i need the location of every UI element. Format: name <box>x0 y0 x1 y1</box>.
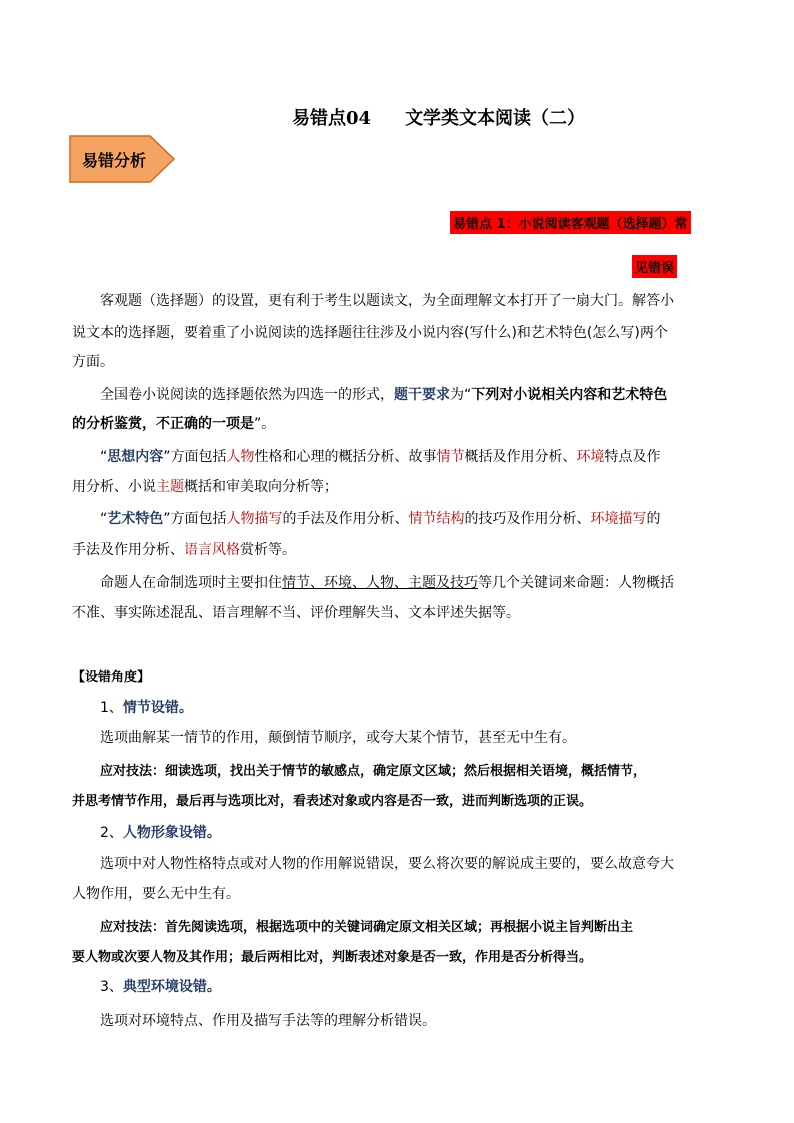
item-3-heading <box>100 976 221 996</box>
p4-text-j: 手法及作用分析、 <box>72 542 184 558</box>
intro-line-3: 方面。 <box>72 354 114 370</box>
p4-text-l: 赏析等。 <box>240 542 296 558</box>
p2-question-2: 的分析鉴赏，不正确的一项是 <box>72 416 254 432</box>
p3-text-c: ”方面包括 <box>163 449 227 465</box>
p3-text-a: “ <box>100 449 108 465</box>
point-banner-line1: 易错点 1：小说阅读客观题（选择题）常 <box>450 211 691 234</box>
item-2-heading <box>100 822 221 842</box>
intro-line-1: 客观题（选择题）的设置，更有利于考生以题读文，为全面理解文本打开了一扇大门。解答小 <box>100 293 674 309</box>
item-2-desc-line-2: 人物作用，要么无中生有。 <box>72 886 240 902</box>
p4-text-a: “ <box>100 511 108 527</box>
page-title <box>292 104 585 130</box>
p3-red-1: 人物 <box>226 449 255 465</box>
p3-text-j: 用分析、小说 <box>72 479 156 495</box>
p4-red-1: 人物描写 <box>226 511 283 527</box>
p3-line-2 <box>72 476 338 496</box>
p2-line-1 <box>100 384 667 404</box>
p5-text-a: 命题人在命制选项时主要扣住 <box>100 575 282 591</box>
p4-text-i: 的 <box>646 511 661 527</box>
p3-text-e: 性格和心理的概括分析、故事 <box>254 449 437 465</box>
title-main: 文学类文本阅读（二） <box>405 108 586 129</box>
item-1-strategy-line-1: 应对技法：细读选项，找出关于情节的敏感点，确定原文区域；然后根据相关语境，概括情节， <box>100 764 647 779</box>
item-2-desc-line-1: 选项中对人物性格特点或对人物的作用解说错误，要么将次要的解说成主要的，要么故意夸大 <box>100 856 674 872</box>
p5-keywords: 情节、环境、人物、主题及技巧 <box>282 575 478 591</box>
p2-text-a: 全国卷小说阅读的选择题依然为四选一的形式， <box>100 387 394 403</box>
title-prefix: 易错点04 <box>292 108 372 129</box>
p5-line-2: 不准、事实陈述混乱、语言理解不当、评价理解失当、文本评述失据等。 <box>72 605 520 621</box>
p2-line-2 <box>72 413 275 433</box>
p3-red-2: 情节 <box>436 449 465 465</box>
item-2-num: 2、 <box>100 825 123 841</box>
p4-text-c: ”方面包括 <box>163 511 227 527</box>
item-3-num: 3、 <box>100 979 123 995</box>
p3-keyword: 思想内容 <box>107 449 164 465</box>
p4-text-g: 的技巧及作用分析、 <box>464 511 591 527</box>
p4-red-2: 情节结构 <box>408 511 465 527</box>
p2-text-c: 为“ <box>450 387 472 403</box>
p4-line-2 <box>72 539 296 559</box>
p2-question-1: 下列对小说相关内容和艺术特色 <box>471 387 668 403</box>
item-2-title: 人物形象设错。 <box>122 825 221 841</box>
item-3-title: 典型环境设错。 <box>122 979 221 995</box>
p3-text-i: 特点及作 <box>604 449 661 465</box>
item-1-title: 情节设错。 <box>122 700 193 716</box>
p3-red-3: 环境 <box>576 449 605 465</box>
section-badge <box>68 134 176 184</box>
p4-red-3: 环境描写 <box>590 511 647 527</box>
item-1-num: 1、 <box>100 700 123 716</box>
p3-red-4: 主题 <box>156 479 184 495</box>
section-heading: 【设错角度】 <box>72 670 151 685</box>
p4-keyword: 艺术特色 <box>107 511 164 527</box>
item-1-desc: 选项曲解某一情节的作用，颠倒情节顺序，或夸大某个情节，甚至无中生有。 <box>100 730 576 746</box>
badge-label: 易错分析 <box>82 151 147 170</box>
item-1-strategy-line-2: 并思考情节作用，最后再与选项比对，看表述对象或内容是否一致，进而判断选项的正误。 <box>72 794 593 809</box>
p3-text-l: 概括和审美取向分析等； <box>184 479 338 495</box>
item-3-desc: 选项对环境特点、作用及描写手法等的理解分析错误。 <box>100 1013 436 1029</box>
intro-line-2: 说文本的选择题，要着重了小说阅读的选择题往往涉及小说内容(写什么)和艺术特色(怎么写)两个 <box>72 325 668 341</box>
p5-text-c: 等几个关键词来命题：人物概括 <box>478 575 674 591</box>
p2-text-f: ”。 <box>254 416 276 432</box>
point-banner-line2: 见错误 <box>632 255 677 278</box>
p4-red-4: 语言风格 <box>184 542 240 558</box>
item-2-strategy-line-2: 要人物或次要人物及其作用；最后两相比对，判断表述对象是否一致，作用是否分析得当。 <box>72 950 593 965</box>
p5-line-1 <box>100 572 674 592</box>
item-1-heading <box>100 697 193 717</box>
p2-keyword: 题干要求 <box>394 387 450 403</box>
p3-text-g: 概括及作用分析、 <box>464 449 577 465</box>
item-2-strategy-line-1: 应对技法：首先阅读选项，根据选项中的关键词确定原文相关区域；再根据小说主旨判断出主 <box>100 920 634 935</box>
p3-line-1 <box>100 446 661 466</box>
p4-line-1 <box>100 508 661 528</box>
p4-text-e: 的手法及作用分析、 <box>282 511 409 527</box>
